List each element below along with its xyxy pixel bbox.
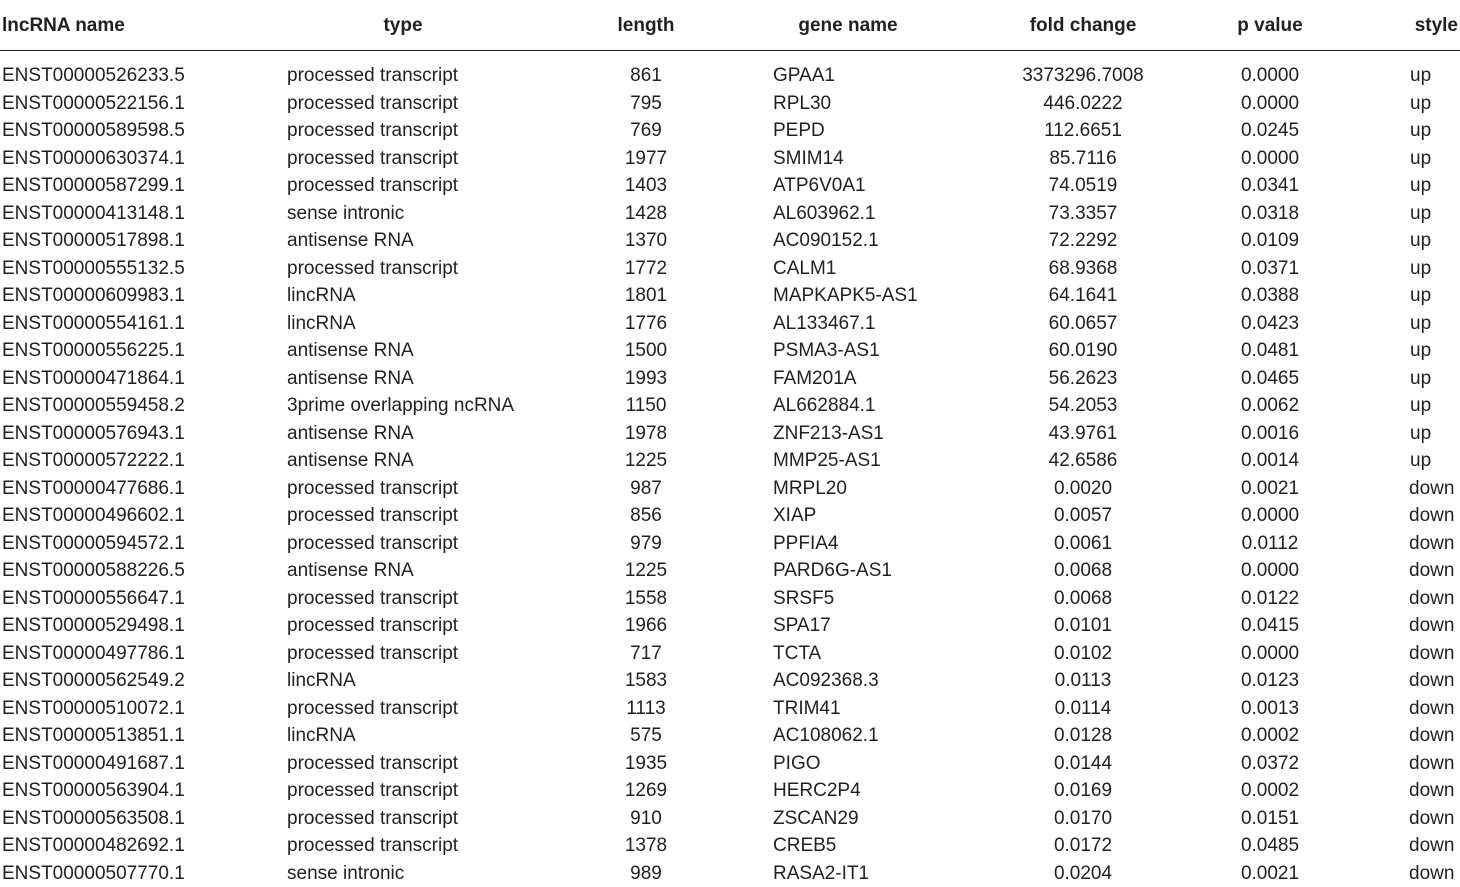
table-row (0, 640, 1460, 668)
table-row (0, 502, 1460, 530)
length-cell: 1772 (596, 255, 696, 283)
gene-name-cell: SMIM14 (773, 145, 844, 173)
length-cell: 1403 (596, 172, 696, 200)
table-row (0, 667, 1460, 695)
fold-change-cell: 0.0061 (983, 530, 1183, 558)
gene-name-cell: PPFIA4 (773, 530, 838, 558)
gene-name-cell: RASA2-IT1 (773, 860, 869, 887)
length-cell: 1776 (596, 310, 696, 338)
header-lncrna-name: lncRNA name (2, 12, 125, 40)
length-cell: 1993 (596, 365, 696, 393)
fold-change-cell: 0.0128 (983, 722, 1183, 750)
table-header-row (0, 0, 1460, 51)
p-value-cell: 0.0109 (1220, 227, 1320, 255)
lncrna-name-cell: ENST00000630374.1 (2, 145, 185, 173)
fold-change-cell: 60.0657 (983, 310, 1183, 338)
header-length: length (596, 12, 696, 40)
type-cell: processed transcript (287, 255, 458, 283)
style-cell: up (1410, 200, 1431, 228)
type-cell: antisense RNA (287, 337, 414, 365)
style-cell: up (1410, 420, 1431, 448)
table-row (0, 695, 1460, 723)
style-cell: down (1409, 695, 1454, 723)
style-cell: up (1410, 90, 1431, 118)
style-cell: up (1410, 282, 1431, 310)
type-cell: processed transcript (287, 90, 458, 118)
fold-change-cell: 3373296.7008 (983, 62, 1183, 90)
table-row (0, 447, 1460, 475)
type-cell: processed transcript (287, 172, 458, 200)
p-value-cell: 0.0245 (1220, 117, 1320, 145)
header-style: style (1390, 12, 1458, 40)
fold-change-cell: 0.0101 (983, 612, 1183, 640)
fold-change-cell: 72.2292 (983, 227, 1183, 255)
length-cell: 1583 (596, 667, 696, 695)
p-value-cell: 0.0371 (1220, 255, 1320, 283)
lncrna-name-cell: ENST00000589598.5 (2, 117, 185, 145)
gene-name-cell: TRIM41 (773, 695, 841, 723)
lncrna-name-cell: ENST00000513851.1 (2, 722, 185, 750)
length-cell: 1378 (596, 832, 696, 860)
p-value-cell: 0.0341 (1220, 172, 1320, 200)
gene-name-cell: ATP6V0A1 (773, 172, 866, 200)
style-cell: down (1409, 860, 1454, 887)
gene-name-cell: PSMA3-AS1 (773, 337, 880, 365)
lncrna-name-cell: ENST00000496602.1 (2, 502, 185, 530)
table-row (0, 90, 1460, 118)
style-cell: up (1410, 310, 1431, 338)
fold-change-cell: 54.2053 (983, 392, 1183, 420)
style-cell: up (1410, 145, 1431, 173)
lncrna-name-cell: ENST00000497786.1 (2, 640, 185, 668)
type-cell: processed transcript (287, 832, 458, 860)
fold-change-cell: 0.0113 (983, 667, 1183, 695)
length-cell: 1113 (596, 695, 696, 723)
table-row (0, 420, 1460, 448)
lncrna-name-cell: ENST00000587299.1 (2, 172, 185, 200)
type-cell: sense intronic (287, 860, 404, 887)
length-cell: 1966 (596, 612, 696, 640)
type-cell: lincRNA (287, 722, 356, 750)
style-cell: down (1409, 722, 1454, 750)
p-value-cell: 0.0013 (1220, 695, 1320, 723)
gene-name-cell: MRPL20 (773, 475, 847, 503)
style-cell: down (1409, 585, 1454, 613)
length-cell: 1977 (596, 145, 696, 173)
gene-name-cell: GPAA1 (773, 62, 835, 90)
length-cell: 769 (596, 117, 696, 145)
fold-change-cell: 0.0068 (983, 557, 1183, 585)
lncrna-name-cell: ENST00000562549.2 (2, 667, 185, 695)
p-value-cell: 0.0002 (1220, 722, 1320, 750)
type-cell: antisense RNA (287, 447, 414, 475)
lncrna-name-cell: ENST00000517898.1 (2, 227, 185, 255)
p-value-cell: 0.0000 (1220, 640, 1320, 668)
length-cell: 1269 (596, 777, 696, 805)
table-row (0, 860, 1460, 887)
p-value-cell: 0.0021 (1220, 860, 1320, 887)
type-cell: antisense RNA (287, 227, 414, 255)
p-value-cell: 0.0122 (1220, 585, 1320, 613)
table-row (0, 805, 1460, 833)
table-row (0, 585, 1460, 613)
lncrna-name-cell: ENST00000588226.5 (2, 557, 185, 585)
type-cell: processed transcript (287, 640, 458, 668)
type-cell: antisense RNA (287, 420, 414, 448)
lncrna-name-cell: ENST00000572222.1 (2, 447, 185, 475)
type-cell: processed transcript (287, 502, 458, 530)
lncrna-name-cell: ENST00000413148.1 (2, 200, 185, 228)
type-cell: processed transcript (287, 612, 458, 640)
length-cell: 795 (596, 90, 696, 118)
lncrna-name-cell: ENST00000576943.1 (2, 420, 185, 448)
type-cell: processed transcript (287, 62, 458, 90)
length-cell: 1370 (596, 227, 696, 255)
table-row (0, 227, 1460, 255)
table-row (0, 310, 1460, 338)
type-cell: processed transcript (287, 530, 458, 558)
table-row (0, 145, 1460, 173)
gene-name-cell: SPA17 (773, 612, 831, 640)
gene-name-cell: AL133467.1 (773, 310, 876, 338)
type-cell: antisense RNA (287, 365, 414, 393)
table-row (0, 722, 1460, 750)
fold-change-cell: 0.0020 (983, 475, 1183, 503)
p-value-cell: 0.0000 (1220, 502, 1320, 530)
style-cell: down (1409, 777, 1454, 805)
fold-change-cell: 68.9368 (983, 255, 1183, 283)
style-cell: down (1409, 557, 1454, 585)
table-row (0, 365, 1460, 393)
fold-change-cell: 56.2623 (983, 365, 1183, 393)
fold-change-cell: 43.9761 (983, 420, 1183, 448)
header-p-value: p value (1220, 12, 1320, 40)
gene-name-cell: ZSCAN29 (773, 805, 859, 833)
gene-name-cell: AC108062.1 (773, 722, 879, 750)
type-cell: processed transcript (287, 695, 458, 723)
gene-name-cell: AL603962.1 (773, 200, 876, 228)
length-cell: 1150 (596, 392, 696, 420)
fold-change-cell: 0.0068 (983, 585, 1183, 613)
table-row (0, 612, 1460, 640)
p-value-cell: 0.0318 (1220, 200, 1320, 228)
fold-change-cell: 64.1641 (983, 282, 1183, 310)
gene-name-cell: MAPKAPK5-AS1 (773, 282, 918, 310)
style-cell: up (1410, 255, 1431, 283)
lncrna-name-cell: ENST00000526233.5 (2, 62, 185, 90)
lncrna-name-cell: ENST00000563904.1 (2, 777, 185, 805)
length-cell: 1935 (596, 750, 696, 778)
length-cell: 1428 (596, 200, 696, 228)
lncrna-name-cell: ENST00000522156.1 (2, 90, 185, 118)
length-cell: 1801 (596, 282, 696, 310)
table-row (0, 777, 1460, 805)
table-row (0, 62, 1460, 90)
gene-name-cell: FAM201A (773, 365, 856, 393)
length-cell: 1558 (596, 585, 696, 613)
type-cell: processed transcript (287, 777, 458, 805)
fold-change-cell: 85.7116 (983, 145, 1183, 173)
style-cell: down (1409, 640, 1454, 668)
gene-name-cell: PEPD (773, 117, 825, 145)
lncrna-name-cell: ENST00000477686.1 (2, 475, 185, 503)
p-value-cell: 0.0062 (1220, 392, 1320, 420)
type-cell: lincRNA (287, 282, 356, 310)
fold-change-cell: 74.0519 (983, 172, 1183, 200)
lncrna-name-cell: ENST00000554161.1 (2, 310, 185, 338)
fold-change-cell: 0.0172 (983, 832, 1183, 860)
fold-change-cell: 0.0204 (983, 860, 1183, 887)
lncrna-name-cell: ENST00000510072.1 (2, 695, 185, 723)
p-value-cell: 0.0415 (1220, 612, 1320, 640)
header-type: type (353, 12, 453, 40)
table-row (0, 337, 1460, 365)
table-row (0, 200, 1460, 228)
style-cell: up (1410, 62, 1431, 90)
gene-name-cell: SRSF5 (773, 585, 834, 613)
fold-change-cell: 0.0169 (983, 777, 1183, 805)
table-row (0, 392, 1460, 420)
p-value-cell: 0.0000 (1220, 90, 1320, 118)
length-cell: 1225 (596, 447, 696, 475)
fold-change-cell: 42.6586 (983, 447, 1183, 475)
p-value-cell: 0.0014 (1220, 447, 1320, 475)
type-cell: processed transcript (287, 750, 458, 778)
length-cell: 910 (596, 805, 696, 833)
type-cell: sense intronic (287, 200, 404, 228)
style-cell: down (1409, 805, 1454, 833)
gene-name-cell: TCTA (773, 640, 821, 668)
style-cell: down (1409, 530, 1454, 558)
p-value-cell: 0.0151 (1220, 805, 1320, 833)
style-cell: up (1410, 337, 1431, 365)
length-cell: 989 (596, 860, 696, 887)
lncrna-name-cell: ENST00000491687.1 (2, 750, 185, 778)
style-cell: down (1409, 667, 1454, 695)
p-value-cell: 0.0481 (1220, 337, 1320, 365)
style-cell: up (1410, 392, 1431, 420)
gene-name-cell: XIAP (773, 502, 816, 530)
type-cell: antisense RNA (287, 557, 414, 585)
fold-change-cell: 0.0114 (983, 695, 1183, 723)
table-row (0, 475, 1460, 503)
table-row (0, 117, 1460, 145)
length-cell: 856 (596, 502, 696, 530)
style-cell: down (1409, 475, 1454, 503)
gene-name-cell: CALM1 (773, 255, 836, 283)
type-cell: lincRNA (287, 310, 356, 338)
fold-change-cell: 0.0057 (983, 502, 1183, 530)
table-row (0, 557, 1460, 585)
type-cell: processed transcript (287, 805, 458, 833)
length-cell: 1500 (596, 337, 696, 365)
style-cell: up (1410, 365, 1431, 393)
p-value-cell: 0.0372 (1220, 750, 1320, 778)
length-cell: 987 (596, 475, 696, 503)
type-cell: 3prime overlapping ncRNA (287, 392, 514, 420)
p-value-cell: 0.0423 (1220, 310, 1320, 338)
lncrna-name-cell: ENST00000529498.1 (2, 612, 185, 640)
gene-name-cell: CREB5 (773, 832, 836, 860)
p-value-cell: 0.0112 (1220, 530, 1320, 558)
style-cell: down (1409, 750, 1454, 778)
table-row (0, 530, 1460, 558)
style-cell: up (1410, 227, 1431, 255)
type-cell: processed transcript (287, 475, 458, 503)
lncrna-name-cell: ENST00000594572.1 (2, 530, 185, 558)
style-cell: up (1410, 447, 1431, 475)
header-gene-name: gene name (768, 12, 928, 40)
table-body (0, 62, 1460, 887)
table-row (0, 282, 1460, 310)
p-value-cell: 0.0123 (1220, 667, 1320, 695)
lncrna-name-cell: ENST00000507770.1 (2, 860, 185, 887)
fold-change-cell: 0.0170 (983, 805, 1183, 833)
p-value-cell: 0.0021 (1220, 475, 1320, 503)
table-row (0, 750, 1460, 778)
length-cell: 1225 (596, 557, 696, 585)
type-cell: lincRNA (287, 667, 356, 695)
length-cell: 575 (596, 722, 696, 750)
length-cell: 861 (596, 62, 696, 90)
table-row (0, 172, 1460, 200)
fold-change-cell: 0.0144 (983, 750, 1183, 778)
type-cell: processed transcript (287, 145, 458, 173)
lncrna-name-cell: ENST00000609983.1 (2, 282, 185, 310)
gene-name-cell: PARD6G-AS1 (773, 557, 892, 585)
type-cell: processed transcript (287, 117, 458, 145)
table-row (0, 255, 1460, 283)
style-cell: up (1410, 117, 1431, 145)
gene-name-cell: RPL30 (773, 90, 831, 118)
style-cell: down (1409, 612, 1454, 640)
gene-name-cell: HERC2P4 (773, 777, 861, 805)
gene-name-cell: MMP25-AS1 (773, 447, 881, 475)
gene-name-cell: AC092368.3 (773, 667, 879, 695)
style-cell: up (1410, 172, 1431, 200)
gene-name-cell: AC090152.1 (773, 227, 879, 255)
style-cell: down (1409, 502, 1454, 530)
fold-change-cell: 73.3357 (983, 200, 1183, 228)
fold-change-cell: 0.0102 (983, 640, 1183, 668)
p-value-cell: 0.0000 (1220, 145, 1320, 173)
p-value-cell: 0.0000 (1220, 557, 1320, 585)
p-value-cell: 0.0000 (1220, 62, 1320, 90)
fold-change-cell: 112.6651 (983, 117, 1183, 145)
length-cell: 717 (596, 640, 696, 668)
p-value-cell: 0.0388 (1220, 282, 1320, 310)
header-fold-change: fold change (983, 12, 1183, 40)
length-cell: 1978 (596, 420, 696, 448)
length-cell: 979 (596, 530, 696, 558)
style-cell: down (1409, 832, 1454, 860)
gene-name-cell: ZNF213-AS1 (773, 420, 884, 448)
lncrna-name-cell: ENST00000563508.1 (2, 805, 185, 833)
type-cell: processed transcript (287, 585, 458, 613)
lncrna-name-cell: ENST00000471864.1 (2, 365, 185, 393)
lncrna-name-cell: ENST00000556647.1 (2, 585, 185, 613)
fold-change-cell: 60.0190 (983, 337, 1183, 365)
lncrna-name-cell: ENST00000555132.5 (2, 255, 185, 283)
table-row (0, 832, 1460, 860)
p-value-cell: 0.0002 (1220, 777, 1320, 805)
p-value-cell: 0.0016 (1220, 420, 1320, 448)
p-value-cell: 0.0485 (1220, 832, 1320, 860)
gene-name-cell: AL662884.1 (773, 392, 876, 420)
gene-name-cell: PIGO (773, 750, 821, 778)
lncrna-name-cell: ENST00000559458.2 (2, 392, 185, 420)
fold-change-cell: 446.0222 (983, 90, 1183, 118)
lncrna-name-cell: ENST00000556225.1 (2, 337, 185, 365)
lncrna-name-cell: ENST00000482692.1 (2, 832, 185, 860)
p-value-cell: 0.0465 (1220, 365, 1320, 393)
